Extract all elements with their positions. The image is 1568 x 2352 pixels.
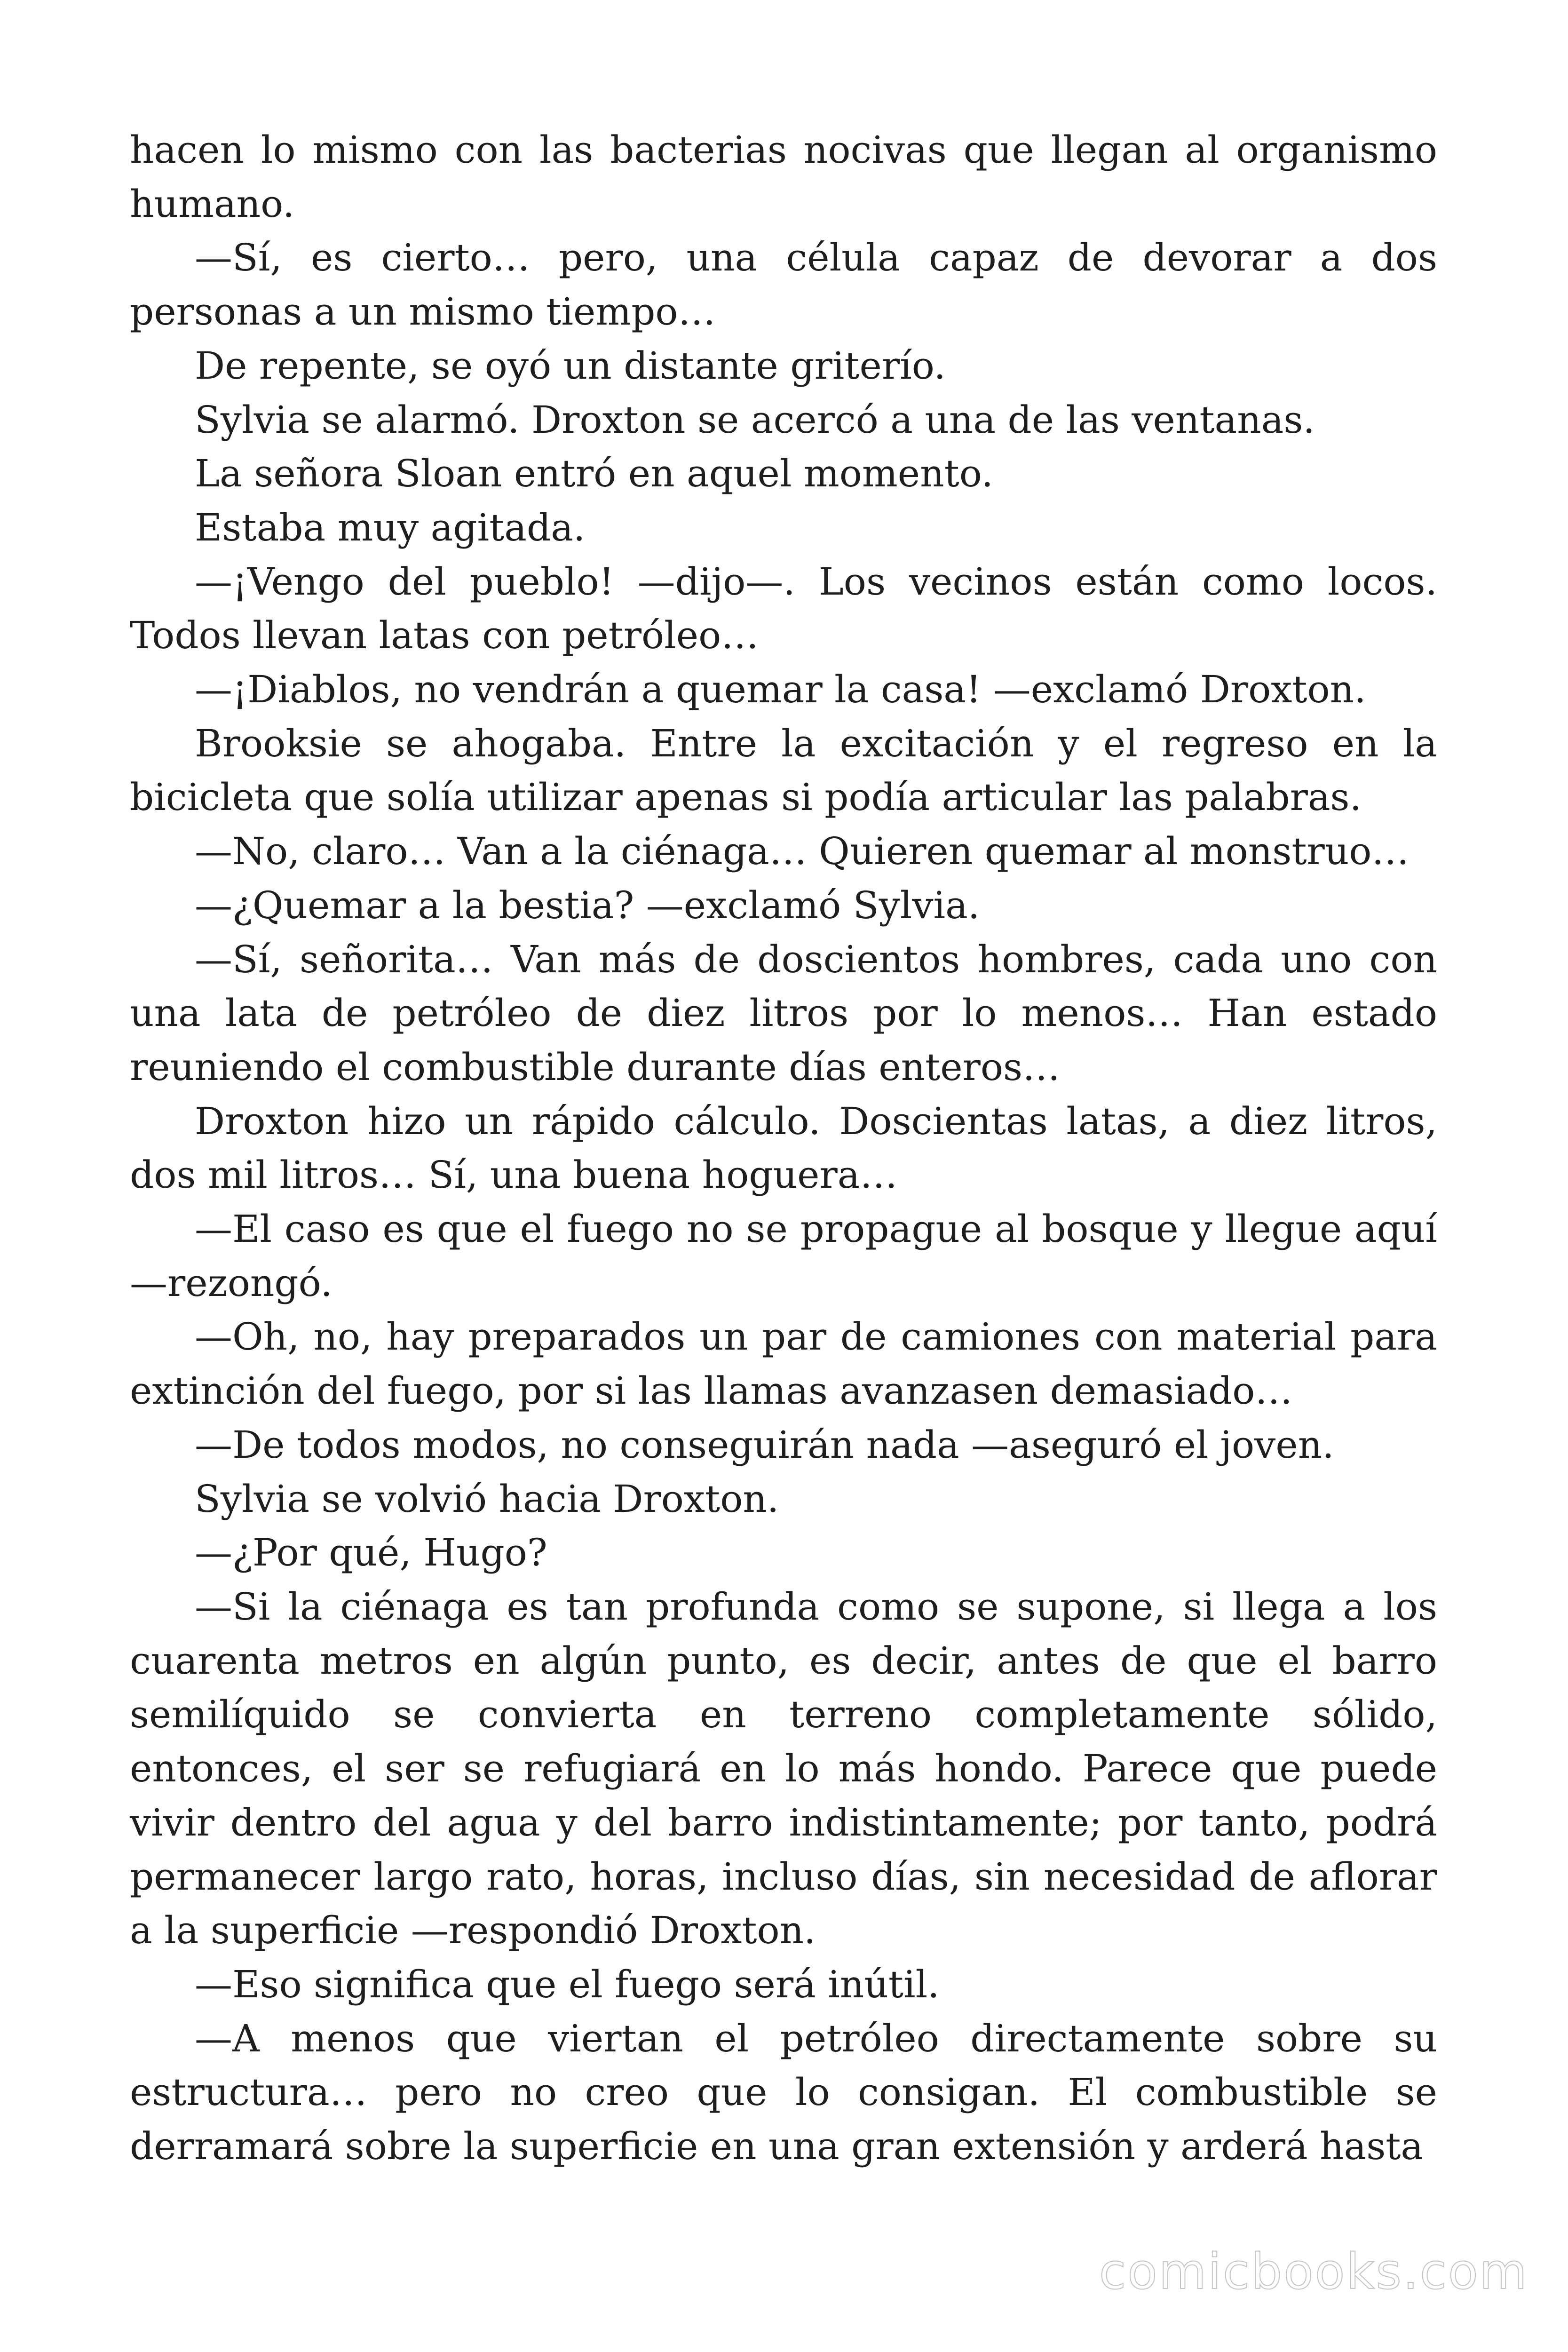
- body-text: [130, 123, 1437, 2174]
- paragraph: hacen lo mismo con las bacterias nocivas que llegan al organismo humano.: [130, 128, 1437, 226]
- paragraph: —Eso significa que el fuego será inútil.: [195, 1962, 940, 2006]
- paragraph: Brooksie se ahogaba. Entre la excitación y el regreso en la bicicleta que solía utilizar apenas si podía articular las palabras.: [130, 721, 1437, 819]
- paragraph: —¡Diablos, no vendrán a quemar la casa! —exclamó Droxton.: [195, 667, 1366, 712]
- paragraph: —Si la ciénaga es tan profunda como se supone, si llega a los cuarenta metros en algún punto, es decir, antes de que el barro semilíquido se convierta en terreno completamente sólido, entonces, el ser se refugiará en lo más hondo. Parece que puede vivir dentro del agua y del barro indistintamente; por tanto, podrá permanecer largo rato, horas, incluso días, sin necesidad de aflorar a la superficie —respondió Droxton.: [130, 1584, 1437, 1953]
- paragraph: La señora Sloan entró en aquel momento.: [195, 452, 993, 496]
- paragraph: Droxton hizo un rápido cálculo. Doscientas latas, a diez litros, dos mil litros… Sí, una buena hoguera…: [130, 1099, 1437, 1197]
- paragraph: —Sí, es cierto… pero, una célula capaz de devorar a dos personas a un mismo tiempo…: [130, 236, 1437, 334]
- paragraph: De repente, se oyó un distante griterío.: [195, 343, 946, 388]
- paragraph: —¿Quemar a la bestia? —exclamó Sylvia.: [195, 883, 980, 927]
- paragraph: Sylvia se volvió hacia Droxton.: [195, 1477, 779, 1521]
- paragraph: —¿Por qué, Hugo?: [195, 1531, 547, 1575]
- paragraph: —No, claro… Van a la ciénaga… Quieren quemar al monstruo…: [195, 829, 1410, 874]
- paragraph: —Sí, señorita… Van más de doscientos hombres, cada uno con una lata de petróleo de diez litros por lo menos… Han estado reuniendo el combustible durante días enteros…: [130, 937, 1437, 1089]
- watermark: comicbooks.com: [1099, 2243, 1528, 2300]
- paragraph: Sylvia se alarmó. Droxton se acercó a una de las ventanas.: [195, 397, 1315, 442]
- paragraph: —De todos modos, no conseguirán nada —aseguró el joven.: [195, 1422, 1334, 1467]
- paragraph: —¡Vengo del pueblo! —dijo—. Los vecinos están como locos. Todos llevan latas con petróleo…: [130, 559, 1437, 658]
- paragraph: —A menos que viertan el petróleo directamente sobre su estructura… pero no creo que lo consigan. El combustible se derramará sobre la superficie en una gran extensión y arderá hasta: [130, 2016, 1437, 2169]
- paragraph: —Oh, no, hay preparados un par de camiones con material para extinción del fuego, por si las llamas avanzasen demasiado…: [130, 1315, 1437, 1413]
- paragraph: Estaba muy agitada.: [195, 505, 586, 549]
- paragraph: —El caso es que el fuego no se propague al bosque y llegue aquí —rezongó.: [130, 1207, 1437, 1305]
